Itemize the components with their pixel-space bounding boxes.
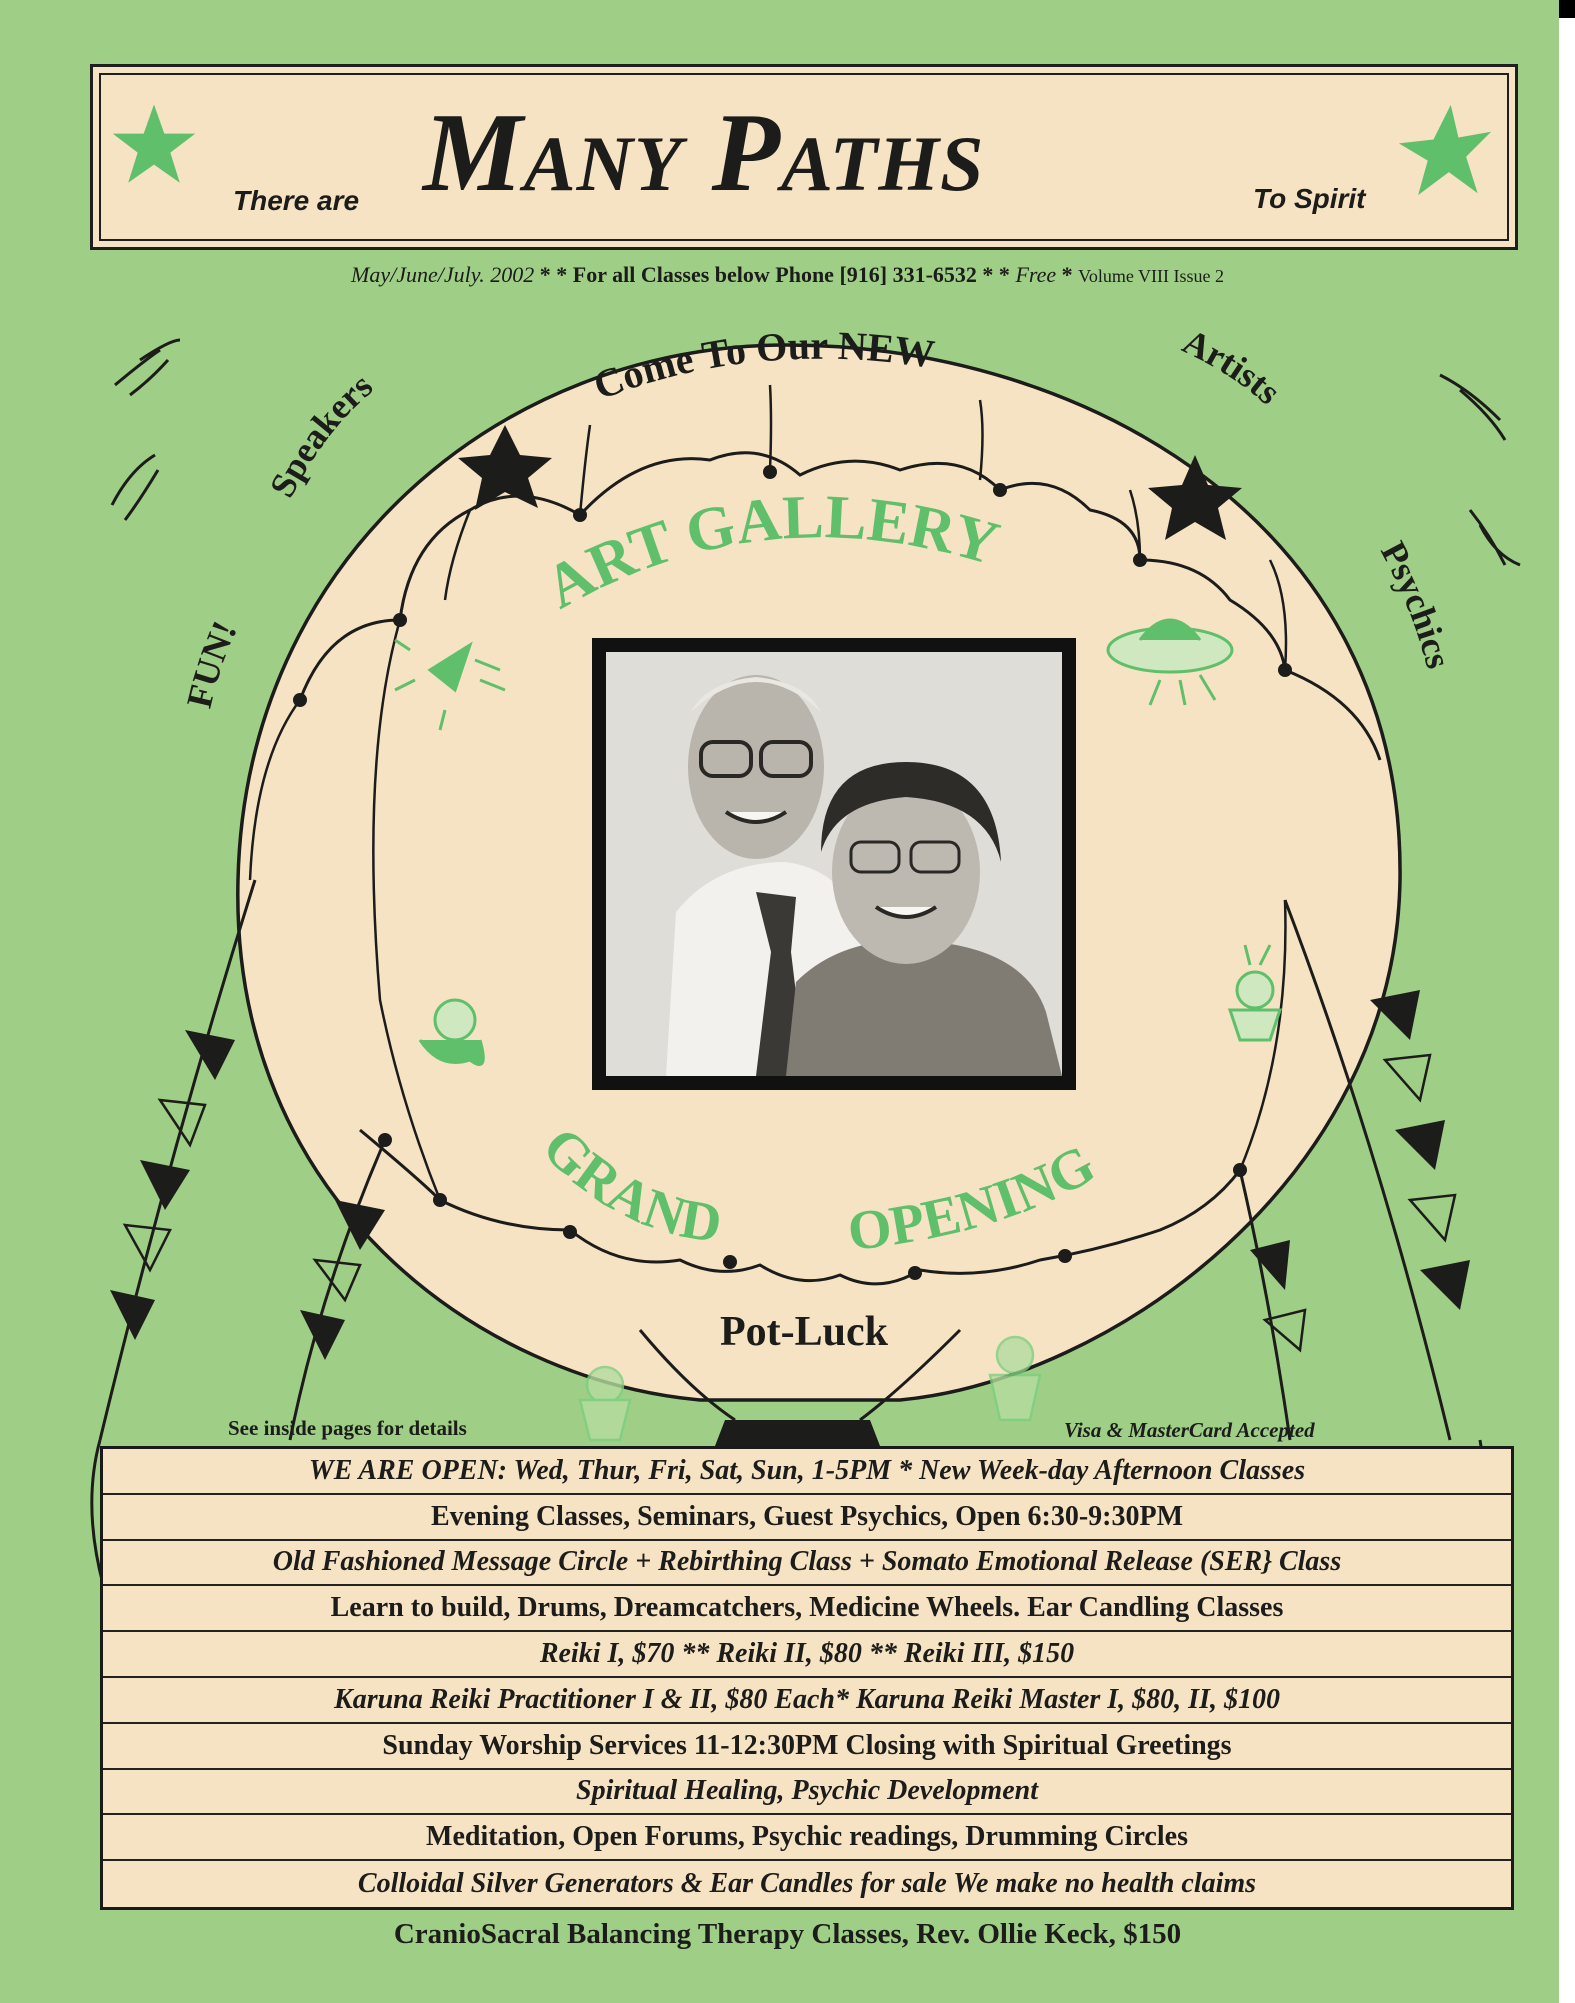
schedule-row: Karuna Reiki Practitioner I & II, $80 Each* Karuna Reiki Master I, $80, II, $100 [103,1678,1511,1724]
schedule-row: Colloidal Silver Generators & Ear Candles for sale We make no health claims [357,1868,1257,1900]
come-to-our-new: Come To Our NEW [587,322,938,409]
art-gallery-title: ART GALLERY [534,483,1007,622]
grand-title: GRAND [530,1115,727,1256]
masthead-pre: There are [233,185,360,216]
schedule-row: Spiritual Healing, Psychic Development [103,1770,1511,1816]
cards-accepted-note: Visa & MasterCard Accepted [1064,1418,1315,1442]
psychics-label: Psychics [1373,535,1459,673]
alien-icon [990,1337,1040,1420]
opening-title: OPENING [844,1133,1105,1264]
masthead-title: MANY PATHS [423,91,985,215]
alien-icon [580,1367,630,1440]
schedule-row: Reiki I, $70 ** Reiki II, $80 ** Reiki III, $150 [103,1632,1511,1678]
speakers-label: Speakers [261,365,380,504]
schedule-table [100,1446,1514,1910]
schedule-row: Old Fashioned Message Circle + Rebirthing Class + Somato Emotional Release (SER} Class [103,1541,1511,1587]
schedule-row: Sunday Worship Services 11-12:30PM Closing with Spiritual Greetings [103,1724,1511,1770]
couple-photo-image [606,652,1062,1076]
issue-line: May/June/July. 2002 * * For all Classes below Phone [916] 331-6532 * * Free * Volume VIII Issue 2 [351,262,1224,287]
artists-label: Artists [1176,321,1289,412]
footer-line: CranioSacral Balancing Therapy Classes, Rev. Ollie Keck, $150 [393,1918,1182,1950]
balloon-basket [715,1420,880,1446]
schedule-row: Meditation, Open Forums, Psychic readings, Drumming Circles [103,1815,1511,1861]
couple-photo [592,638,1076,1090]
see-inside-note: See inside pages for details [228,1416,467,1440]
potluck-label: Pot-Luck [720,1309,888,1355]
schedule-row: Evening Classes, Seminars, Guest Psychics, Open 6:30-9:30PM [103,1495,1511,1541]
masthead-post: To Spirit [1253,183,1366,214]
fun-label: FUN! [178,615,245,712]
schedule-row: WE ARE OPEN: Wed, Thur, Fri, Sat, Sun, 1-5PM * New Week-day Afternoon Classes [103,1449,1511,1495]
schedule-row: Learn to build, Drums, Dreamcatchers, Medicine Wheels. Ear Candling Classes [103,1586,1511,1632]
